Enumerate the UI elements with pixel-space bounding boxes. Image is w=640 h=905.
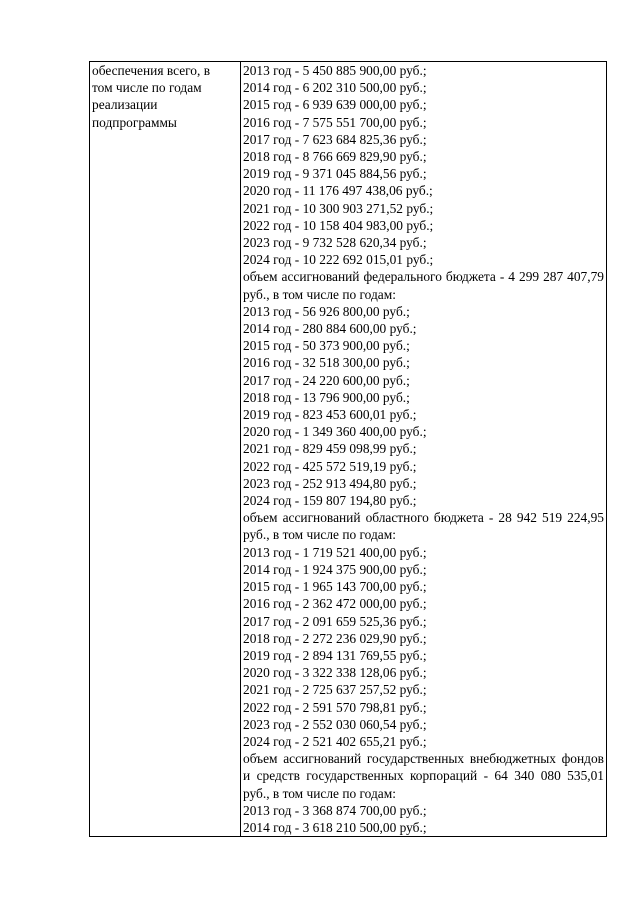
year-amount-line: 2020 год - 3 322 338 128,06 руб.; (243, 665, 427, 681)
year-amount-line: 2021 год - 10 300 903 271,52 руб.; (243, 200, 434, 216)
year-amount-line: 2014 год - 6 202 310 500,00 руб.; (243, 80, 427, 96)
year-amount-line: 2023 год - 2 552 030 060,54 руб.; (243, 716, 427, 732)
label-line: том числе по годам (92, 80, 202, 96)
label-line: обеспечения всего, в (92, 63, 211, 78)
year-amount-line: 2021 год - 829 459 098,99 руб.; (243, 441, 417, 457)
year-amount-line: 2014 год - 280 884 600,00 руб.; (243, 321, 417, 337)
year-amount-line: 2014 год - 3 618 210 500,00 руб.; (243, 819, 427, 835)
year-amount-line: 2016 год - 2 362 472 000,00 руб.; (243, 596, 427, 612)
year-amount-line: 2023 год - 252 913 494,80 руб.; (243, 475, 417, 491)
values-cell (241, 62, 607, 837)
year-amount-line: 2020 год - 1 349 360 400,00 руб.; (243, 424, 427, 440)
year-amount-line: 2018 год - 2 272 236 029,90 руб.; (243, 630, 427, 646)
year-amount-line: 2017 год - 24 220 600,00 руб.; (243, 372, 410, 388)
year-amount-line: 2024 год - 10 222 692 015,01 руб.; (243, 252, 434, 268)
year-amount-line: 2024 год - 2 521 402 655,21 руб.; (243, 733, 427, 749)
budget-table (89, 61, 607, 837)
section-paragraph: объем ассигнований федерального бюджета - 4 299 287 407,79 руб., в том числе по годам: (243, 269, 604, 302)
year-amount-line: 2015 год - 6 939 639 000,00 руб.; (243, 97, 427, 113)
year-amount-line: 2017 год - 7 623 684 825,36 руб.; (243, 131, 427, 147)
year-amount-line: 2013 год - 56 926 800,00 руб.; (243, 303, 410, 319)
year-amount-line: 2021 год - 2 725 637 257,52 руб.; (243, 682, 427, 698)
table-row (90, 62, 607, 837)
year-amount-line: 2018 год - 8 766 669 829,90 руб.; (243, 149, 427, 165)
year-amount-line: 2020 год - 11 176 497 438,06 руб.; (243, 183, 433, 199)
year-amount-line: 2022 год - 425 572 519,19 руб.; (243, 458, 417, 474)
year-amount-line: 2019 год - 2 894 131 769,55 руб.; (243, 647, 427, 663)
label-line: подпрограммы (92, 114, 177, 130)
year-amount-line: 2015 год - 50 373 900,00 руб.; (243, 338, 410, 354)
section-paragraph: объем ассигнований областного бюджета - 28 942 519 224,95 руб., в том числе по годам: (243, 510, 604, 543)
year-amount-line: 2017 год - 2 091 659 525,36 руб.; (243, 613, 427, 629)
year-amount-line: 2023 год - 9 732 528 620,34 руб.; (243, 235, 427, 251)
year-amount-line: 2019 год - 823 453 600,01 руб.; (243, 407, 417, 423)
year-amount-line: 2024 год - 159 807 194,80 руб.; (243, 493, 417, 509)
label-line: реализации (92, 97, 158, 113)
year-amount-line: 2022 год - 2 591 570 798,81 руб.; (243, 699, 427, 715)
year-amount-line: 2014 год - 1 924 375 900,00 руб.; (243, 561, 427, 577)
year-amount-line: 2016 год - 32 518 300,00 руб.; (243, 355, 410, 371)
year-amount-line: 2016 год - 7 575 551 700,00 руб.; (243, 114, 427, 130)
year-amount-line: 2018 год - 13 796 900,00 руб.; (243, 389, 410, 405)
year-amount-line: 2013 год - 5 450 885 900,00 руб.; (243, 63, 427, 78)
label-cell (90, 62, 241, 837)
section-paragraph: объем ассигнований государственных внебюджетных фондов и средств государственных корпораций - 64 340 080 535,01 руб., в том числе по годам: (243, 751, 604, 801)
year-amount-line: 2022 год - 10 158 404 983,00 руб.; (243, 217, 434, 233)
year-amount-line: 2019 год - 9 371 045 884,56 руб.; (243, 166, 427, 182)
year-amount-line: 2013 год - 1 719 521 400,00 руб.; (243, 544, 427, 560)
year-amount-line: 2015 год - 1 965 143 700,00 руб.; (243, 579, 427, 595)
year-amount-line: 2013 год - 3 368 874 700,00 руб.; (243, 802, 427, 818)
